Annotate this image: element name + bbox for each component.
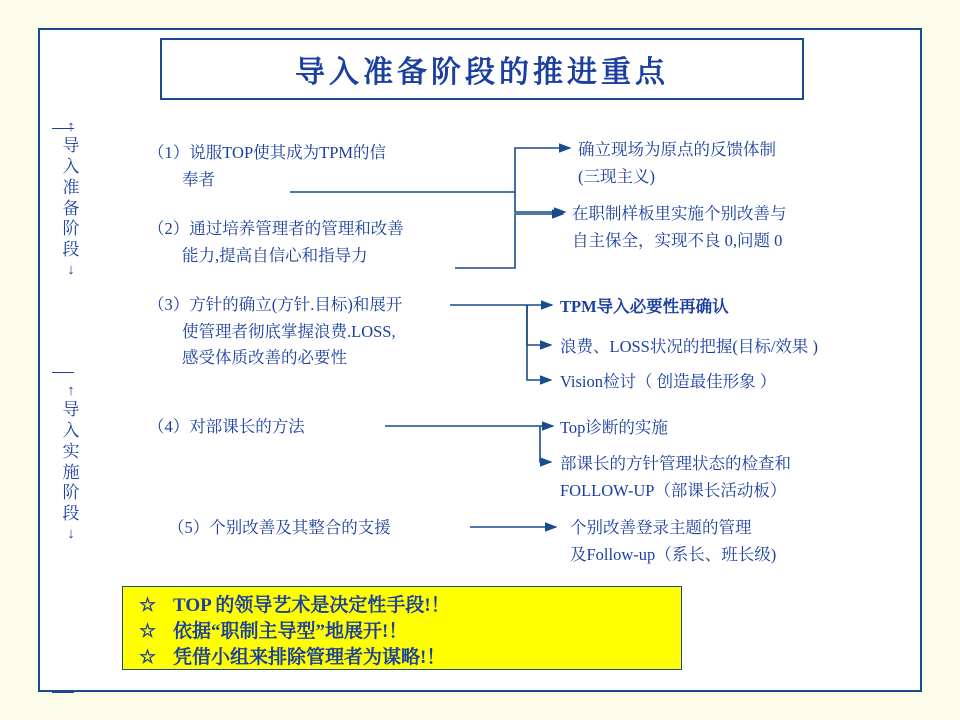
- phase-arrow-down: ↓: [67, 525, 75, 542]
- phase-label-char: 备: [62, 198, 80, 218]
- phase-label-char: 段: [62, 503, 80, 523]
- key-point-2: 依据“职制主导型”地展开!！: [173, 620, 408, 642]
- page-title: 导入准备阶段的推进重点: [295, 56, 669, 89]
- left-item-2-line2: 能力,提高自信心和指导力: [182, 245, 368, 265]
- right-item-3: [560, 294, 729, 321]
- left-item-2: [148, 216, 404, 269]
- phase-label-preparation: [58, 118, 84, 279]
- left-item-4-line1: （4）对部课长的方法: [148, 417, 305, 436]
- phase-bracket-bottom: [52, 692, 74, 693]
- right-item-2: [572, 201, 787, 254]
- left-item-1: [148, 140, 386, 193]
- phase-label-char: 入: [62, 157, 80, 177]
- star-icon: ☆: [139, 646, 157, 668]
- right-item-7-line2: FOLLOW-UP（部课长活动板）: [560, 480, 787, 500]
- key-point-row: [139, 619, 681, 645]
- right-item-8: [570, 515, 776, 568]
- left-item-5: [168, 515, 391, 542]
- key-point-row: [139, 593, 681, 619]
- left-item-1-line1: （1）说服TOP使其成为TPM的信: [148, 143, 387, 162]
- right-item-4-line1: 浪费、LOSS状况的把握(目标/效果 ): [560, 337, 819, 356]
- phase-label-char: 施: [62, 462, 80, 482]
- phase-label-char: 阶: [62, 483, 80, 503]
- phase-label-implementation: [58, 382, 84, 543]
- left-item-3-line1: （3）方针的确立(方针.目标)和展开: [148, 295, 403, 314]
- key-point-3: 凭借小组来排除管理者为谋略!！: [173, 646, 446, 668]
- right-item-5: [560, 369, 776, 396]
- phase-label-text: 导: [62, 136, 80, 156]
- phase-label-char: 导: [62, 400, 80, 420]
- right-item-4: [560, 334, 818, 361]
- left-item-3-line3: 感受体质改善的必要性: [182, 348, 347, 368]
- left-item-3-line2: 使管理者彻底掌握浪费.LOSS,: [182, 321, 396, 341]
- key-point-1: TOP 的领导艺术是决定性手段!！: [173, 595, 450, 616]
- right-item-2-line2: 自主保全，实现不良 0,问题 0: [572, 230, 783, 250]
- star-icon: ☆: [139, 595, 157, 616]
- right-item-5-line1: Vision检讨（ 创造最佳形象 ）: [560, 372, 777, 391]
- phase-bracket-middle: [52, 372, 74, 373]
- phase-arrow-up: ↑: [67, 383, 75, 399]
- right-item-7: [560, 451, 791, 504]
- phase-label-char: 段: [62, 239, 80, 259]
- phase-label-char: 准: [62, 177, 80, 197]
- right-item-8-line2: 及Follow-up（系长、班长级): [570, 544, 777, 564]
- left-item-3: [148, 292, 402, 372]
- right-item-1: [578, 137, 776, 190]
- left-item-1-line2: 奉者: [182, 169, 215, 189]
- key-point-row: [139, 645, 681, 671]
- right-item-1-line2: (三现主义): [578, 166, 655, 186]
- right-item-7-line1: 部课长的方针管理状态的检查和: [560, 454, 791, 473]
- phase-label-char: 阶: [62, 219, 80, 239]
- right-item-2-line1: 在职制样板里实施个别改善与: [572, 204, 787, 223]
- key-points-box: [122, 586, 682, 670]
- phase-arrow-down: ↓: [67, 261, 75, 278]
- phase-arrow-up: ↑: [67, 119, 75, 135]
- right-item-1-line1: 确立现场为原点的反馈体制: [578, 140, 776, 159]
- star-icon: ☆: [139, 620, 157, 642]
- title-box: [160, 38, 804, 100]
- phase-label-char: 实: [62, 441, 80, 461]
- right-item-8-line1: 个别改善登录主题的管理: [570, 518, 752, 537]
- left-item-2-line1: （2）通过培养管理者的管理和改善: [148, 219, 404, 238]
- right-item-3-line1: TPM导入必要性再确认: [560, 297, 729, 316]
- right-item-6: [560, 415, 668, 442]
- left-item-5-line1: （5）个别改善及其整合的支援: [168, 518, 391, 537]
- left-item-4: [148, 414, 305, 441]
- right-item-6-line1: Top诊断的实施: [560, 418, 668, 437]
- phase-label-char: 入: [62, 421, 80, 441]
